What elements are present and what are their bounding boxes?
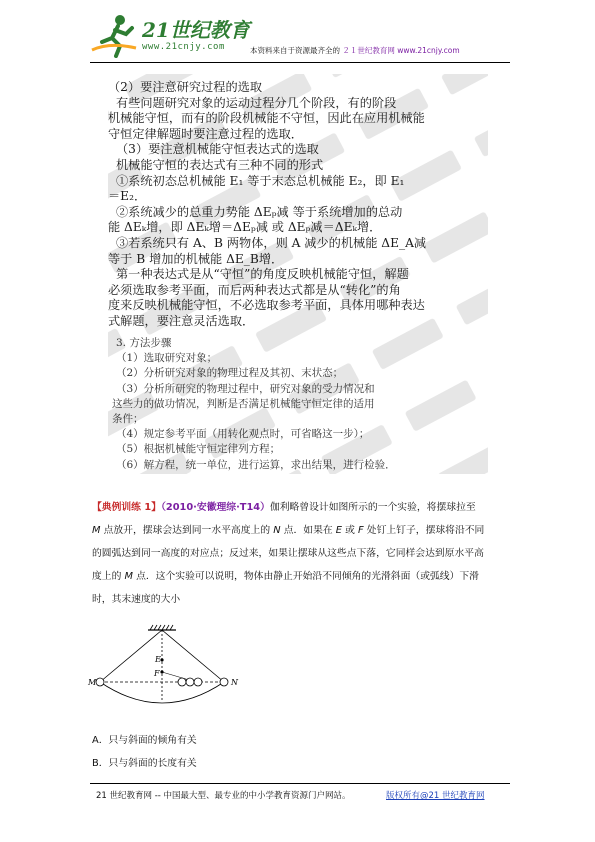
scan-line: ③若系统只有 A、B 两物体，则 A 减少的机械能 ΔE_A减 bbox=[116, 236, 427, 250]
scan-line: 等于 B 增加的机械能 ΔE_B增． bbox=[108, 251, 284, 266]
label-e: E bbox=[335, 525, 342, 536]
method-step-line: （3）分析所研究的物理过程中，研究对象的受力情况和 bbox=[116, 382, 375, 395]
scan-line: （2）要注意研究过程的选取 bbox=[108, 80, 263, 94]
option-b: B．只与斜面的长度有关 bbox=[92, 758, 197, 769]
example-text-1: 伽利略曾设计如图所示的一个实验，将摆球拉至 bbox=[269, 502, 476, 513]
example-text-4a: 度上的 bbox=[92, 571, 125, 582]
example-text-3: 的圆弧达到同一高度的对应点；反过来，如果让摆球从这些点下落，它同样会达到原水平高 bbox=[92, 548, 484, 559]
scan-line: 守恒定律解题时要注意过程的选取． bbox=[108, 126, 303, 141]
fig-label-m: M bbox=[88, 678, 97, 687]
example-text-4c: 点．这个实验可以说明，物体由静止开始沿不同倾角的光滑斜面（或弧线）下滑 bbox=[132, 571, 479, 582]
method-step-line: （5）根据机械能守恒定律列方程； bbox=[116, 443, 281, 456]
example-line-5 bbox=[92, 588, 522, 611]
method-step-line: （2）分析研究对象的物理过程及其初、末状态； bbox=[116, 367, 344, 380]
footer-divider bbox=[90, 783, 510, 784]
example-text-2h: 处钉上钉子，摆球将沿不同 bbox=[363, 525, 485, 536]
scan-line: 式解题，要注意灵活选取． bbox=[108, 314, 255, 328]
logo-url: www.21cnjy.com bbox=[142, 42, 225, 52]
example-text-2f: 或 bbox=[342, 525, 359, 536]
option-a: A．只与斜面的倾角有关 bbox=[92, 735, 197, 746]
method-step-line: 3. 方法步骤 bbox=[116, 337, 172, 349]
example-line-1 bbox=[92, 496, 522, 519]
fig-label-f: F bbox=[154, 669, 160, 678]
scan-line: ＝E₂． bbox=[108, 189, 147, 204]
method-step-line: （4）规定参考平面（用转化观点时，可省略这一步）； bbox=[116, 428, 370, 441]
scan-line: 机械能守恒的表达式有三种不同的形式 bbox=[116, 158, 324, 172]
scan-line: 能 ΔEₖ增，即 ΔEₖ增＝ΔEₚ减 或 ΔEₚ减＝ΔEₖ增． bbox=[108, 220, 382, 235]
example-line-4 bbox=[92, 565, 522, 588]
runner-logo-icon bbox=[90, 12, 140, 58]
scanned-text-block bbox=[108, 74, 488, 474]
footer-copyright-link[interactable]: 版权所有@21 世纪教育网 bbox=[386, 791, 485, 801]
scan-line: 有些问题研究对象的运动过程分几个阶段，有的阶段 bbox=[116, 95, 397, 110]
example-text-5: 时，其末速度的大小 bbox=[92, 594, 181, 605]
method-step-line: （1）选取研究对象； bbox=[116, 352, 218, 365]
page-header bbox=[90, 12, 510, 66]
scan-line: 必须选取参考平面，而后两种表达式都是从“转化”的角 bbox=[108, 282, 401, 297]
example-line-3 bbox=[92, 542, 522, 565]
label-n: N bbox=[273, 525, 281, 536]
example-line-2 bbox=[92, 519, 522, 542]
label-m-2: M bbox=[124, 571, 133, 582]
scan-line: 机械能守恒，而有的阶段机械能不守恒，因此在应用机械能 bbox=[108, 111, 425, 126]
scan-line: ①系统初态总机械能 E₁ 等于末态总机械能 E₂，即 E₁ bbox=[116, 173, 405, 188]
header-note-url[interactable]: www.21cnjy.com bbox=[397, 46, 460, 55]
example-source: （2010·安徽理综·T14） bbox=[161, 502, 270, 513]
footer-text: 21 世纪教育网 -- 中国最大型、最专业的中小学教育资源门户网站。 bbox=[96, 791, 351, 801]
label-m: M bbox=[92, 525, 101, 536]
site-logo[interactable] bbox=[90, 12, 250, 58]
header-note bbox=[250, 45, 460, 56]
header-note-link[interactable]: ２１世纪教育网 bbox=[342, 46, 395, 55]
pendulum-figure bbox=[86, 624, 246, 714]
pendulum-diagram bbox=[86, 624, 246, 714]
example-text-2d: 点．如果在 bbox=[280, 525, 336, 536]
logo-text: 21世纪教育 bbox=[142, 18, 250, 42]
scan-line: （3）要注意机械能守恒表达式的选取 bbox=[116, 142, 319, 157]
method-step-line: 条件； bbox=[112, 413, 144, 425]
header-note-prefix: 本资料来自于资源最齐全的 bbox=[250, 46, 340, 55]
scan-line: 度来反映机械能守恒，不必选取参考平面，具体用哪种表达 bbox=[108, 298, 425, 313]
example-tag: 【典例训练 1】 bbox=[92, 502, 162, 513]
scan-line: 第一种表达式是从“守恒”的角度反映机械能守恒，解题 bbox=[116, 267, 409, 282]
method-step-line: 这些力的做功情况，判断是否满足机械能守恒定律的适用 bbox=[112, 397, 375, 410]
scan-line: ②系统减少的总重力势能 ΔEₚ减 等于系统增加的总动 bbox=[116, 204, 403, 219]
label-f: F bbox=[358, 525, 364, 536]
method-step-line: （6）解方程，统一单位，进行运算，求出结果，进行检验． bbox=[116, 458, 396, 471]
example-text-2b: 点放开，摆球会达到同一水平高度上的 bbox=[100, 525, 274, 536]
fig-label-n: N bbox=[231, 678, 238, 687]
header-divider bbox=[90, 62, 510, 63]
fig-label-e: E bbox=[155, 655, 161, 664]
